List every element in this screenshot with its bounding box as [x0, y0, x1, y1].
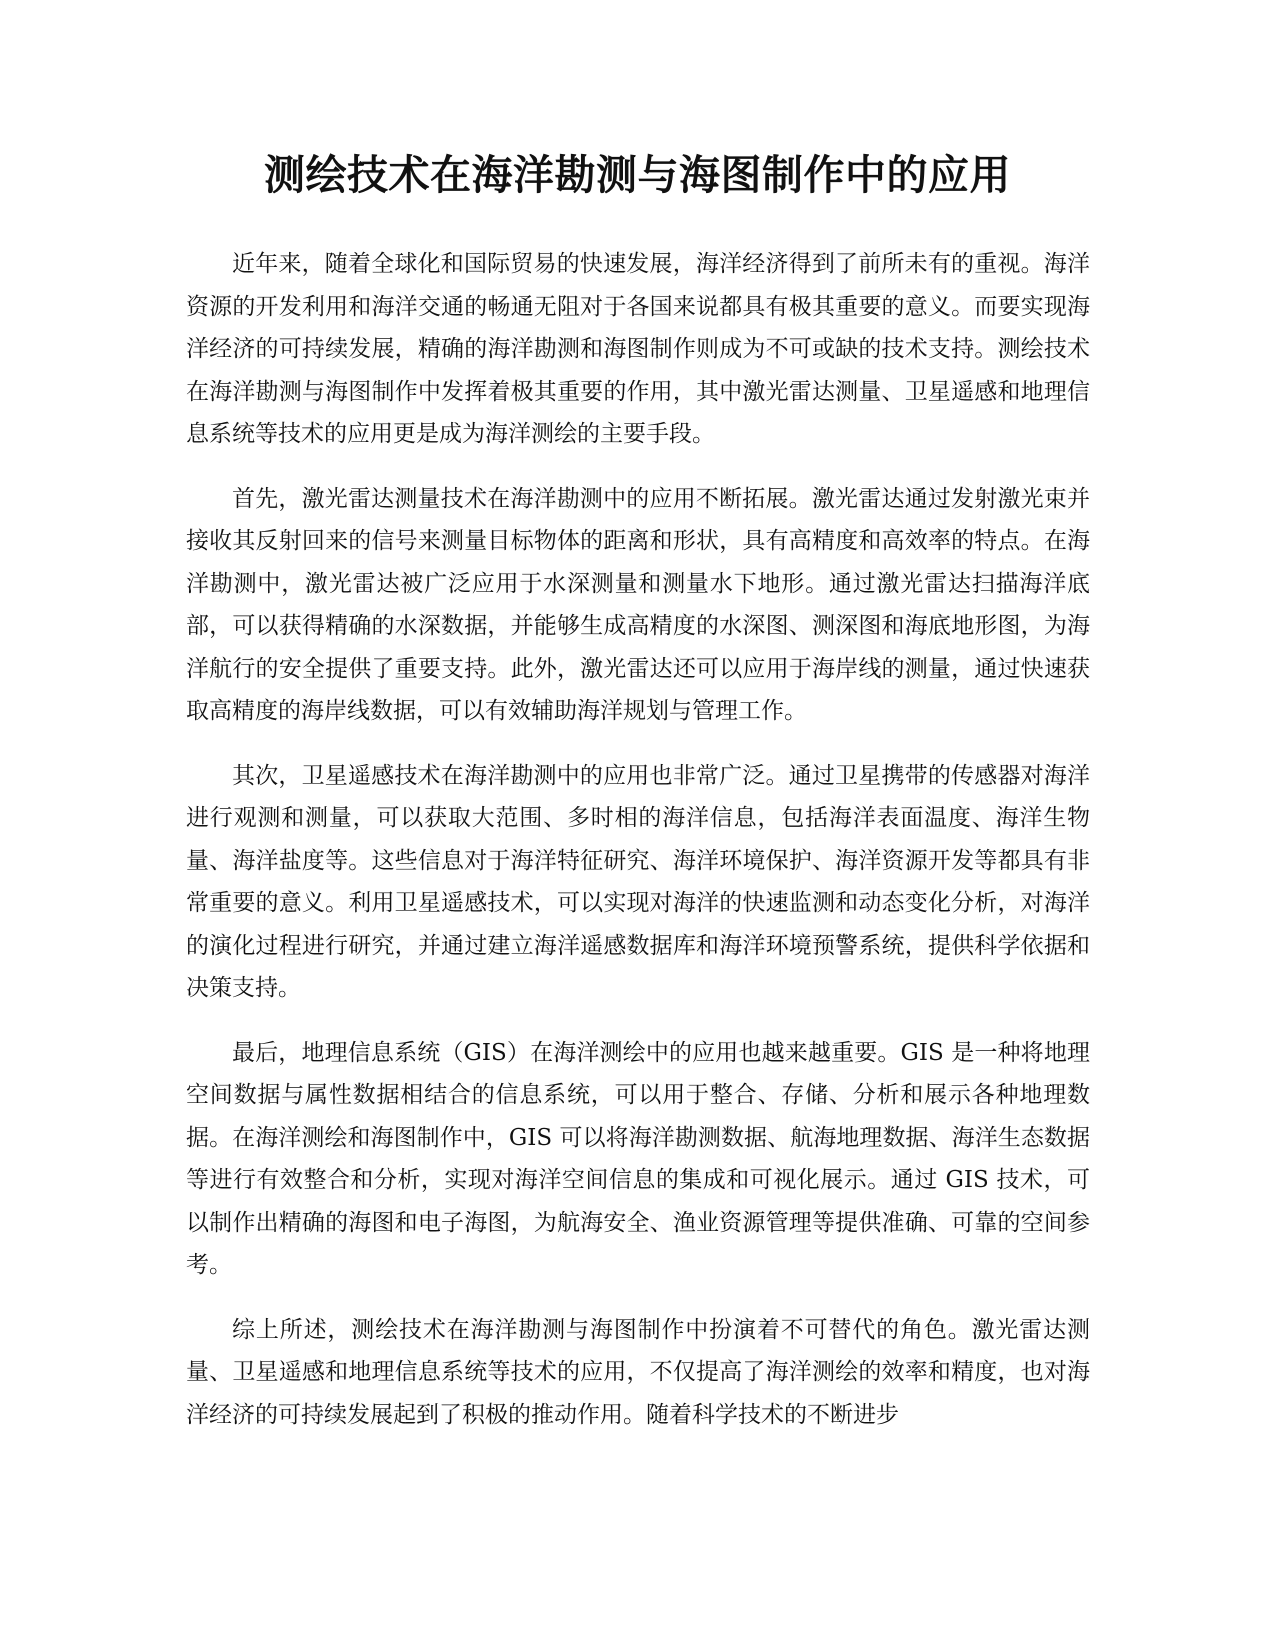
paragraph-lidar: 首先，激光雷达测量技术在海洋勘测中的应用不断拓展。激光雷达通过发射激光束并接收其反射回来的信号来测量目标物体的距离和形状，具有高精度和高效率的特点。在海洋勘测中，激光雷达被广泛应用于水深测量和测量水下地形。通过激光雷达扫描海洋底部，可以获得精确的水深数据，并能够生成高精度的水深图、测深图和海底地形图，为海洋航行的安全提供了重要支持。此外，激光雷达还可以应用于海岸线的测量，通过快速获取高精度的海岸线数据，可以有效辅助海洋规划与管理工作。	[186, 485, 1090, 724]
paragraph-remote-sensing: 其次，卫星遥感技术在海洋勘测中的应用也非常广泛。通过卫星携带的传感器对海洋进行观测和测量，可以获取大范围、多时相的海洋信息，包括海洋表面温度、海洋生物量、海洋盐度等。这些信息对于海洋特征研究、海洋环境保护、海洋资源开发等都具有非常重要的意义。利用卫星遥感技术，可以实现对海洋的快速监测和动态变化分析，对海洋的演化过程进行研究，并通过建立海洋遥感数据库和海洋环境预警系统，提供科学依据和决策支持。	[186, 762, 1090, 1001]
paragraph-intro: 近年来，随着全球化和国际贸易的快速发展，海洋经济得到了前所未有的重视。海洋资源的开发利用和海洋交通的畅通无阻对于各国来说都具有极其重要的意义。而要实现海洋经济的可持续发展，精确的海洋勘测和海图制作则成为不可或缺的技术支持。测绘技术在海洋勘测与海图制作中发挥着极其重要的作用，其中激光雷达测量、卫星遥感和地理信息系统等技术的应用更是成为海洋测绘的主要手段。	[186, 251, 1090, 447]
document-body	[186, 243, 1090, 1458]
paragraph-gis: 最后，地理信息系统（GIS）在海洋测绘中的应用也越来越重要。GIS 是一种将地理空间数据与属性数据相结合的信息系统，可以用于整合、存储、分析和展示各种地理数据。在海洋测绘和海图制作中，GIS 可以将海洋勘测数据、航海地理数据、海洋生态数据等进行有效整合和分析，实现对海洋空间信息的集成和可视化展示。通过 GIS 技术，可以制作出精确的海图和电子海图，为航海安全、渔业资源管理等提供准确、可靠的空间参考。	[186, 1039, 1090, 1278]
document-title: 测绘技术在海洋勘测与海图制作中的应用	[264, 151, 1011, 199]
paragraph-conclusion: 综上所述，测绘技术在海洋勘测与海图制作中扮演着不可替代的角色。激光雷达测量、卫星遥感和地理信息系统等技术的应用，不仅提高了海洋测绘的效率和精度，也对海洋经济的可持续发展起到了积极的推动作用。随着科学技术的不断进步	[186, 1316, 1090, 1428]
